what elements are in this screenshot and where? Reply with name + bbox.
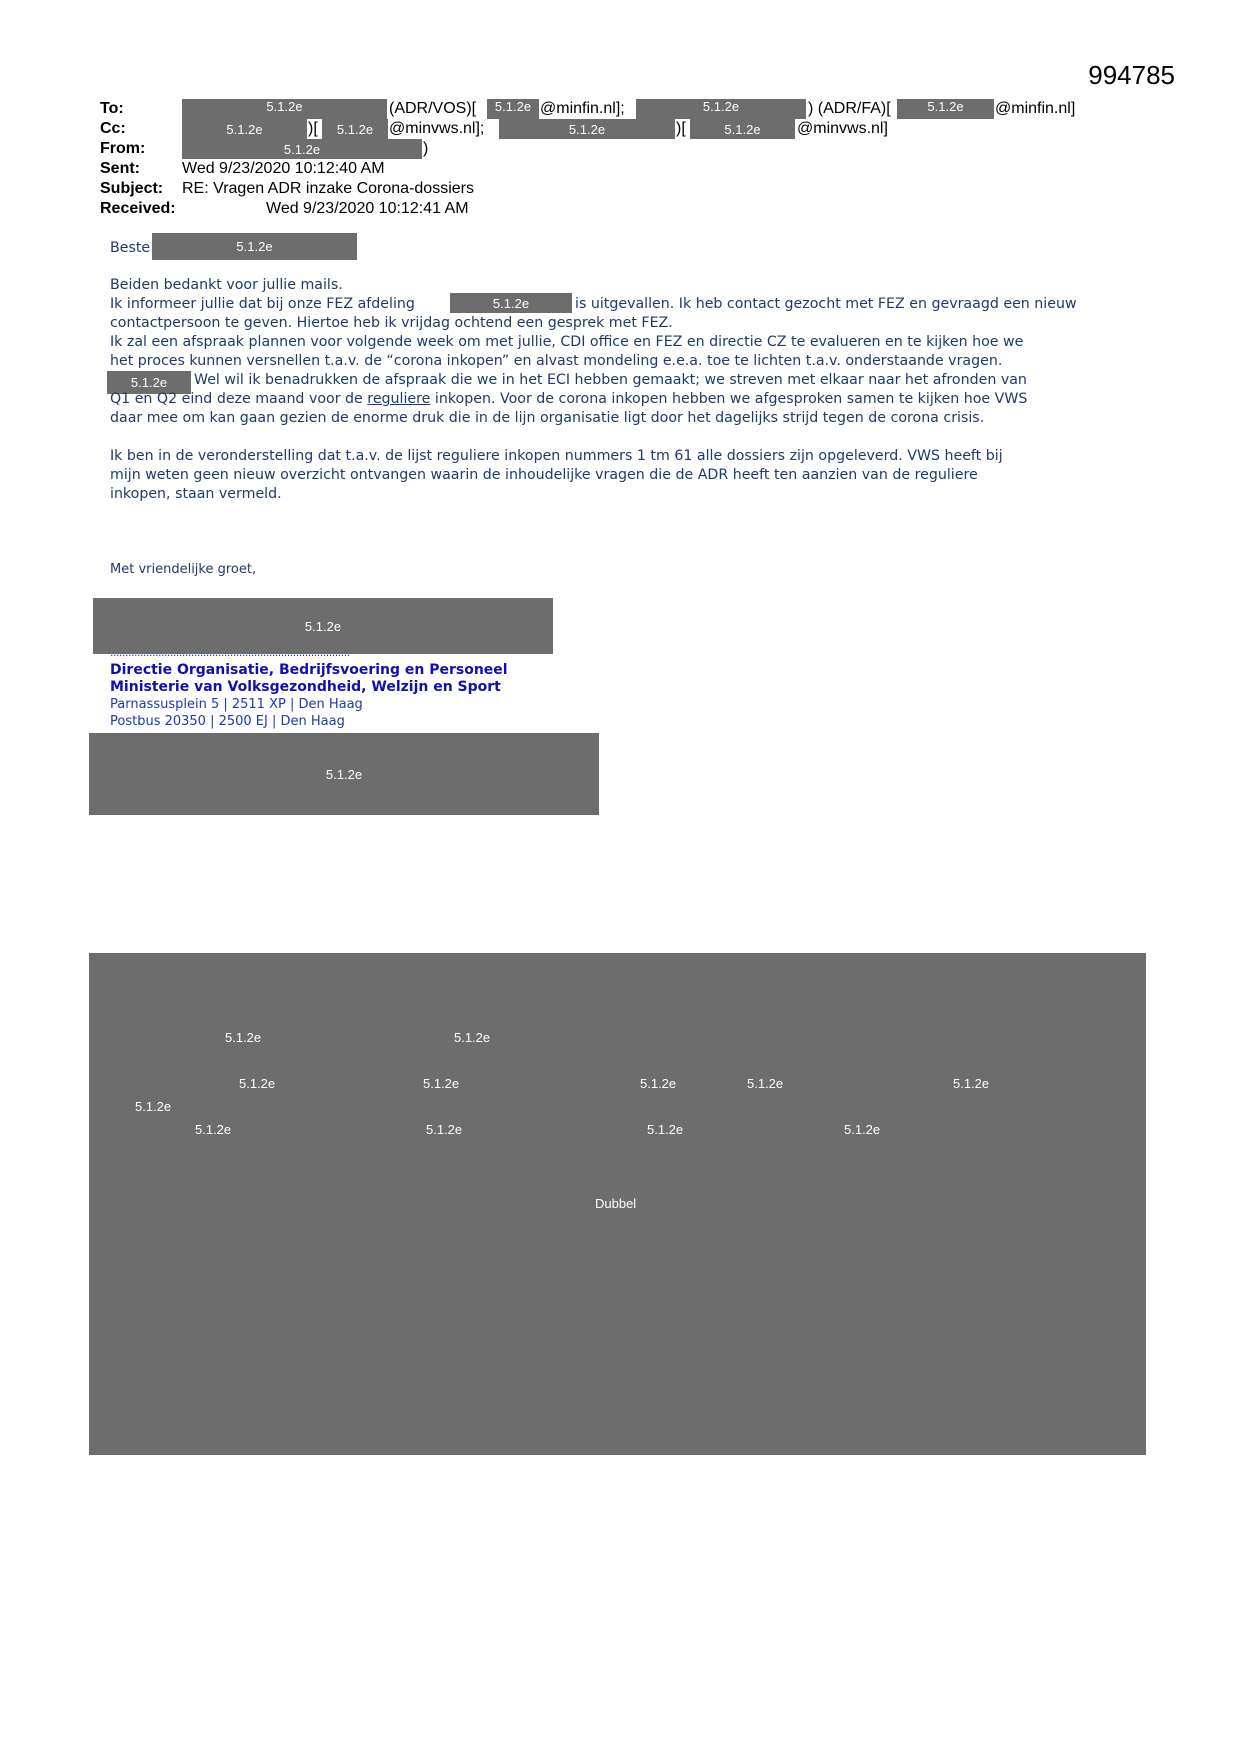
redaction-label: 5.1.2e <box>195 1122 232 1137</box>
dubbel-label: Dubbel <box>595 1196 637 1211</box>
signature-org-1: Directie Organisatie, Bedrijfsvoering en Personeel <box>110 662 508 678</box>
redaction-signature-block: 5.1.2e <box>89 733 599 815</box>
redaction-fez: 5.1.2e <box>450 293 572 313</box>
greeting: Beste <box>110 240 151 256</box>
body-line-2b: is uitgevallen. Ik heb contact gezocht met FEZ en gevraagd een nieuw <box>575 296 1077 312</box>
redaction-label: 5.1.2e <box>647 1122 684 1137</box>
signature-address-1: Parnassusplein 5 | 2511 XP | Den Haag <box>110 697 363 712</box>
redaction-label: 5.1.2e <box>225 1030 262 1045</box>
body-line-1: Beiden bedankt voor jullie mails. <box>110 277 343 293</box>
signature-dots: ................................................................................ <box>110 646 350 659</box>
from-part-1: ) <box>423 140 429 157</box>
redaction-signature-name: 5.1.2e <box>93 598 553 654</box>
cc-part-4: @minvws.nl] <box>797 120 888 137</box>
cc-part-1: )[ <box>308 120 318 137</box>
cc-label: Cc: <box>100 120 126 137</box>
body-line-6: Wel wil ik benadrukken de afspraak die we in het ECI hebben gemaakt; we streven met elkaar naar het afronden van <box>194 372 1027 388</box>
redaction-to-1: 5.1.2e <box>182 99 387 119</box>
redaction-large-block <box>89 953 1146 1455</box>
sent-label: Sent: <box>100 160 140 177</box>
redaction-label: 5.1.2e <box>844 1122 881 1137</box>
received-label: Received: <box>100 200 176 217</box>
to-label: To: <box>100 100 124 117</box>
redaction-to-3: 5.1.2e <box>636 99 806 119</box>
redaction-body: 5.1.2e <box>107 371 191 394</box>
redaction-to-4: 5.1.2e <box>897 99 994 119</box>
body-line-7-underlined: reguliere <box>367 391 431 407</box>
received-value: Wed 9/23/2020 10:12:41 AM <box>266 200 469 217</box>
redaction-label: 5.1.2e <box>953 1076 990 1091</box>
closing: Met vriendelijke groet, <box>110 562 257 577</box>
body-line-5: het proces kunnen versnellen t.a.v. de “corona inkopen” en alvast mondeling e.e.a. toe te lichten t.a.v. onderstaande vragen. <box>110 353 1003 369</box>
redaction-cc-1: 5.1.2e <box>182 119 307 139</box>
subject-value: RE: Vragen ADR inzake Corona-dossiers <box>182 180 474 197</box>
body-line-7 <box>110 391 1027 407</box>
signature-address-2: Postbus 20350 | 2500 EJ | Den Haag <box>110 714 345 729</box>
to-part-1: (ADR/VOS)[ <box>389 100 477 117</box>
redaction-label: 5.1.2e <box>747 1076 784 1091</box>
body-line-3: contactpersoon te geven. Hiertoe heb ik vrijdag ochtend een gesprek met FEZ. <box>110 315 673 331</box>
body-line-8: daar mee om kan gaan gezien de enorme druk die in de lijn organisatie ligt door het dagelijks strijd tegen de corona crisis. <box>110 410 985 426</box>
to-part-4: @minfin.nl] <box>995 100 1076 117</box>
signature-org-2: Ministerie van Volksgezondheid, Welzijn en Sport <box>110 679 501 695</box>
to-part-3: ) (ADR/FA)[ <box>808 100 891 117</box>
cc-part-3: )[ <box>676 120 686 137</box>
body-line-7b: inkopen. Voor de corona inkopen hebben we afgesproken samen te kijken hoe VWS <box>430 391 1028 407</box>
redaction-cc-2: 5.1.2e <box>322 119 388 139</box>
redaction-cc-4: 5.1.2e <box>690 119 795 139</box>
redaction-from: 5.1.2e <box>182 139 422 159</box>
body-line-11: inkopen, staan vermeld. <box>110 486 282 502</box>
sent-value: Wed 9/23/2020 10:12:40 AM <box>182 160 385 177</box>
body-line-10: mijn weten geen nieuw overzicht ontvangen waarin de inhoudelijke vragen die de ADR heeft ten aanzien van de reguliere <box>110 467 978 483</box>
redaction-label: 5.1.2e <box>423 1076 460 1091</box>
body-line-9: Ik ben in de veronderstelling dat t.a.v. de lijst reguliere inkopen nummers 1 tm 61 alle dossiers zijn opgeleverd. VWS heeft bij <box>110 448 1003 464</box>
redaction-label: 5.1.2e <box>640 1076 677 1091</box>
document-number: 994785 <box>1088 60 1175 90</box>
subject-label: Subject: <box>100 180 164 197</box>
body-line-4: Ik zal een afspraak plannen voor volgende week om met jullie, CDI office en FEZ en directie CZ te evalueren en te kijken hoe we <box>110 334 1024 350</box>
redaction-cc-3: 5.1.2e <box>499 119 675 139</box>
redaction-label: 5.1.2e <box>239 1076 276 1091</box>
body-line-7a: Q1 en Q2 eind deze maand voor de <box>110 391 368 407</box>
redaction-label: 5.1.2e <box>454 1030 491 1045</box>
body-line-2a: Ik informeer jullie dat bij onze FEZ afdeling <box>110 296 415 312</box>
from-label: From: <box>100 140 146 157</box>
redaction-to-2: 5.1.2e <box>487 99 539 119</box>
redaction-label: 5.1.2e <box>135 1099 172 1114</box>
cc-part-2: @minvws.nl]; <box>389 120 485 137</box>
redaction-label: 5.1.2e <box>426 1122 463 1137</box>
to-part-2: @minfin.nl]; <box>540 100 625 117</box>
redaction-greeting: 5.1.2e <box>152 233 357 260</box>
